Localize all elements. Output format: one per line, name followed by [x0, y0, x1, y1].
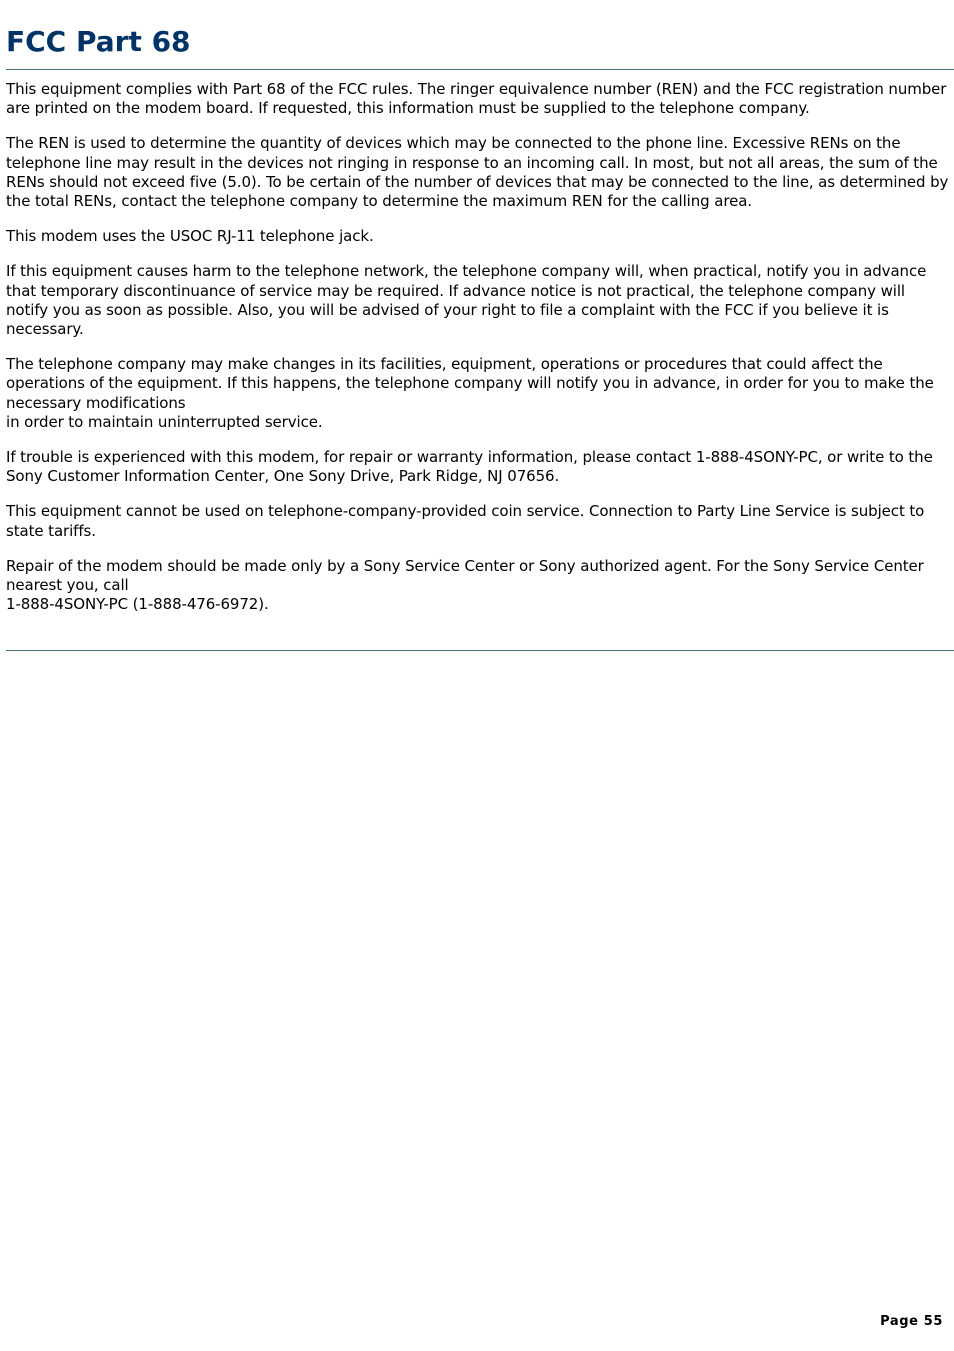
title-divider: [6, 69, 954, 70]
page-number: Page 55: [880, 1314, 943, 1329]
paragraph-jack: This modem uses the USOC RJ-11 telephone jack.: [6, 227, 374, 246]
paragraph-coin-service: This equipment cannot be used on telephone-company-provided coin service. Connection to Party Line Service is subject to state tariffs.: [6, 502, 925, 540]
paragraph-network-harm: If this equipment causes harm to the telephone network, the telephone company will, when practical, notify you in advance that temporary discontinuance of service may be required. If advance notice is not practical, the telephone company will notify you as soon as possible. Also, you will be advised of your right to file a complaint with the FCC if you believe it is necessary.: [6, 262, 927, 339]
page-title: FCC Part 68: [6, 25, 191, 58]
paragraph-ren: The REN is used to determine the quantity of devices which may be connected to the phone line. Excessive RENs on the telephone line may result in the devices not ringing in response to an incoming call. In most, but not all areas, the sum of the RENs should not exceed five (5.0). To be certain of the number of devices that may be connected to the line, as determined by the total RENs, contact the telephone company to determine the maximum REN for the calling area.: [6, 134, 949, 211]
content-end-divider: [6, 650, 954, 651]
document-body: [6, 80, 950, 630]
paragraph-compliance: This equipment complies with Part 68 of the FCC rules. The ringer equivalence number (REN) and the FCC registration number are printed on the modem board. If requested, this information must be supplied to the telephone company.: [6, 80, 947, 118]
paragraph-repair: Repair of the modem should be made only by a Sony Service Center or Sony authorized agent. For the Sony Service Center nearest you, call 1-888-4SONY-PC (1-888-476-6972).: [6, 556, 924, 614]
paragraph-trouble-contact: If trouble is experienced with this modem, for repair or warranty information, please contact 1-888-4SONY-PC, or write to the Sony Customer Information Center, One Sony Drive, Park Ridge, NJ 07656.: [6, 448, 933, 486]
paragraph-company-changes: The telephone company may make changes in its facilities, equipment, operations or procedures that could affect the operations of the equipment. If this happens, the telephone company will notify you in advance, in order for you to make the necessary modifications in order to maintain uninterrupted service.: [6, 355, 934, 431]
